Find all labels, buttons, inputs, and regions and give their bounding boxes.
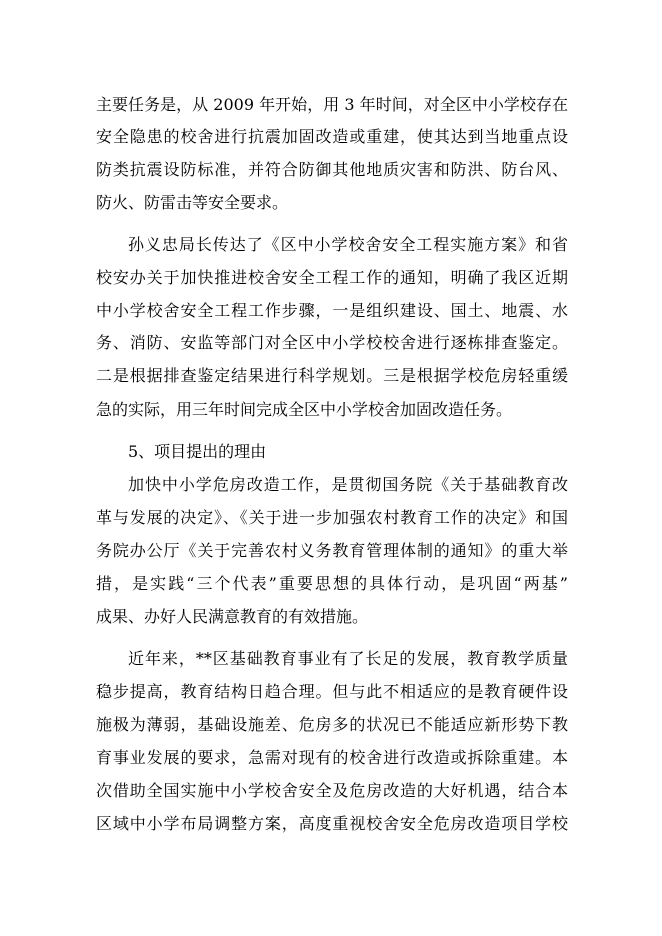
text-line: 二是根据排查鉴定结果进行科学规划。三是根据学校危房轻重缓 <box>96 366 568 385</box>
text-line: 育事业发展的要求，急需对现有的校舍进行改造或拆除重建。本 <box>96 748 568 767</box>
text-line: 中小学校舍安全工程工作步骤，一是组织建设、国土、地震、水 <box>96 301 568 320</box>
text-line: 近年来，**区基础教育事业有了长足的发展，教育教学质量 <box>128 649 568 668</box>
text-line: 革与发展的决定》、《关于进一步加强农村教育工作的决定》和国 <box>96 508 568 527</box>
text-line: 主要任务是，从 2009 年开始，用 3 年时间，对全区中小学校存在 <box>96 95 568 114</box>
text-line: 次借助全国实施中小学校舍安全及危房改造的大好机遇，结合本 <box>96 781 568 800</box>
text-line: 成果、办好人民满意教育的有效措施。 <box>96 607 369 626</box>
text-line: 务、消防、安监等部门对全区中小学校校舍进行逐栋排查鉴定。 <box>96 333 568 352</box>
text-line: 安全隐患的校舍进行抗震加固改造或重建，使其达到当地重点设 <box>96 127 568 146</box>
text-line: 加快中小学危房改造工作，是贯彻国务院《关于基础教育改 <box>128 475 568 494</box>
text-line: 防火、防雷击等安全要求。 <box>96 193 289 212</box>
text-line: 施极为薄弱，基础设施差、危房多的状况已不能适应新形势下教 <box>96 715 568 734</box>
text-line: 稳步提高，教育结构日趋合理。但与此不相适应的是教育硬件设 <box>96 682 568 701</box>
text-line: 务院办公厅《关于完善农村义务教育管理体制的通知》的重大举 <box>96 541 568 560</box>
text-line: 急的实际，用三年时间完成全区中小学校舍加固改造任务。 <box>96 400 513 419</box>
text-line: 校安办关于加快推进校舍安全工程工作的通知，明确了我区近期 <box>96 268 568 287</box>
section-heading: 5、项目提出的理由 <box>128 442 267 461</box>
text-line: 防类抗震设防标准，并符合防御其他地质灾害和防洪、防台风、 <box>96 160 568 179</box>
text-line: 区域中小学布局调整方案，高度重视校舍安全危房改造项目学校 <box>96 814 568 833</box>
text-line: 孙义忠局长传达了《区中小学校舍安全工程实施方案》和省 <box>128 235 568 254</box>
text-line: 措，是实践“三个代表”重要思想的具体行动，是巩固“两基” <box>96 574 568 593</box>
